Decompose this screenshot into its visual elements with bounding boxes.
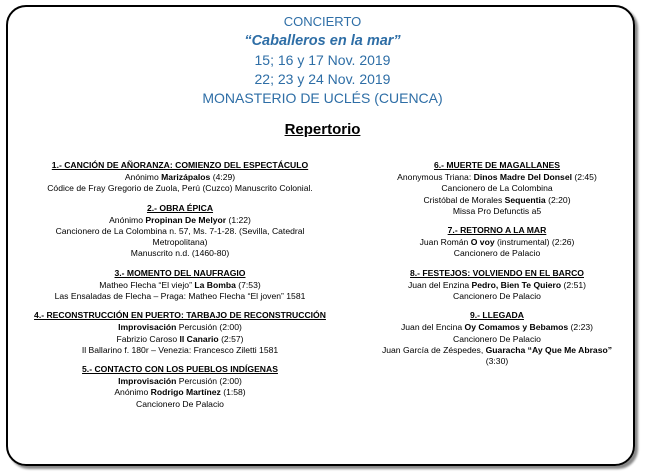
program-line xyxy=(25,183,335,194)
piece-title: Marizápalos xyxy=(161,172,211,183)
section-title: 5.- CONTACTO CON LOS PUEBLOS INDÍGENAS xyxy=(82,364,278,375)
line-text: Anonymous Triana: xyxy=(397,172,474,183)
line-text: Códice de Fray Gregorio de Zuola, Perú (Cuzco) Manuscrito Colonial. xyxy=(47,183,313,194)
program-line xyxy=(25,376,335,387)
line-text: Las Ensaladas de Flecha – Praga: Matheo Flecha “El joven” 1581 xyxy=(54,291,306,302)
line-text: Percusión (2:00) xyxy=(176,322,242,333)
piece-title: Il Canario xyxy=(179,333,219,344)
program-line xyxy=(352,237,642,248)
line-text: Cristóbal de Morales xyxy=(423,194,505,205)
program-section xyxy=(25,364,335,410)
line-text: (1:22) xyxy=(226,214,251,225)
line-text: Anónimo xyxy=(109,214,146,225)
program-line xyxy=(352,322,642,333)
program-section xyxy=(352,225,642,260)
line-text: (2:51) xyxy=(561,279,586,290)
program-line xyxy=(352,183,642,194)
line-text: (instrumental) (2:26) xyxy=(494,237,575,248)
program-line xyxy=(352,206,642,217)
piece-title: Dinos Madre Del Donsel xyxy=(473,172,572,183)
line-text: Juan Román xyxy=(419,237,471,248)
line-text: Matheo Flecha “El viejo” xyxy=(99,279,195,290)
dates-line-1: 15; 16 y 17 Nov. 2019 xyxy=(254,52,391,68)
line-text: Juan García de Zéspedes, xyxy=(381,344,486,355)
section-title: 9.- LLEGADA xyxy=(470,310,524,321)
section-title: 2.- OBRA ÉPICA xyxy=(146,202,214,213)
program-line xyxy=(25,291,335,302)
line-text: Cancionero de La Colombina n. 57, Ms. 7-1-28. (Sevilla, Catedral xyxy=(55,226,305,237)
program-line xyxy=(25,172,335,183)
piece-title: Sequentia xyxy=(504,194,546,205)
program-line xyxy=(25,237,335,248)
line-text: Anónimo xyxy=(124,172,162,183)
left-program-column xyxy=(25,160,335,418)
line-text: Fabrizio Caroso xyxy=(116,333,180,344)
line-text: Juan del Enzina xyxy=(407,279,472,290)
section-title: 3.- MOMENTO DEL NAUFRAGIO xyxy=(114,267,246,278)
piece-title: O voy xyxy=(470,237,495,248)
line-text: (3:30) xyxy=(485,356,509,367)
piece-title: Pedro, Bien Te Quiero xyxy=(471,279,562,290)
program-section xyxy=(25,310,335,356)
program-line xyxy=(25,399,335,410)
line-text: Cancionero de Palacio xyxy=(453,248,541,259)
right-program-column xyxy=(352,160,642,375)
program-line xyxy=(352,172,642,183)
program-line xyxy=(352,356,642,367)
line-text: (2:45) xyxy=(571,172,597,183)
piece-title: Improvisación xyxy=(118,376,177,387)
program-section xyxy=(25,203,335,260)
line-text: (4:29) xyxy=(210,172,236,183)
line-text: (7:53) xyxy=(235,279,261,290)
program-line xyxy=(25,226,335,237)
concert-title: “Caballeros en la mar” xyxy=(244,33,401,49)
section-title: 7.- RETORNO A LA MAR xyxy=(447,225,547,236)
piece-title: La Bomba xyxy=(194,279,236,290)
section-title: 6.- MUERTE DE MAGALLANES xyxy=(433,160,561,170)
line-text: Percusión (2:00) xyxy=(176,376,242,387)
section-title: 8.- FESTEJOS: VOLVIENDO EN EL BARCO xyxy=(410,267,584,278)
line-text: Cancionero De Palacio xyxy=(453,291,541,302)
repertorio-heading: Repertorio xyxy=(284,121,361,138)
concert-header xyxy=(0,12,645,108)
venue: MONASTERIO DE UCLÉS (CUENCA) xyxy=(202,90,443,106)
line-text: Missa Pro Defunctis a5 xyxy=(452,205,542,216)
program-section xyxy=(25,268,335,303)
program-line xyxy=(352,248,642,259)
line-text: Cancionero De Palacio xyxy=(453,333,541,344)
line-text: Cancionero de La Colombina xyxy=(441,183,553,194)
program-section xyxy=(352,268,642,303)
program-line xyxy=(25,322,335,333)
program-section xyxy=(352,160,642,217)
line-text: Juan del Encina xyxy=(400,322,465,333)
section-title: 1.- CANCIÓN DE AÑORANZA: COMIENZO DEL ESPECTÁCULO xyxy=(51,160,309,170)
program-section xyxy=(352,310,642,367)
program-line xyxy=(25,280,335,291)
program-line xyxy=(25,248,335,259)
line-text: Il Ballarino f. 180r – Venezia: Francesco Ziletti 1581 xyxy=(81,344,279,355)
line-text: (2:57) xyxy=(218,333,244,344)
program-line xyxy=(352,345,642,356)
line-text: (2:23) xyxy=(568,322,594,333)
piece-title: Propinan De Melyor xyxy=(145,214,227,225)
dates-line-2: 22; 23 y 24 Nov. 2019 xyxy=(254,71,391,87)
line-text: (1:58) xyxy=(220,387,246,398)
piece-title: Guaracha “Ay Que Me Abraso” xyxy=(485,344,613,355)
line-text: Metropolitana) xyxy=(152,237,208,248)
program-section xyxy=(25,160,335,195)
line-text: Cancionero De Palacio xyxy=(136,398,224,409)
program-line xyxy=(25,215,335,226)
concierto-label: CONCIERTO xyxy=(283,14,362,29)
program-line xyxy=(352,280,642,291)
line-text: Anónimo xyxy=(114,387,151,398)
program-line xyxy=(352,291,642,302)
piece-title: Rodrigo Martínez xyxy=(150,387,221,398)
line-text: (2:20) xyxy=(545,194,571,205)
program-line xyxy=(25,345,335,356)
program-line xyxy=(352,195,642,206)
program-line xyxy=(25,387,335,398)
line-text: Manuscrito n.d. (1460-80) xyxy=(130,248,230,259)
piece-title: Improvisación xyxy=(118,322,177,333)
section-title: 4.- RECONSTRUCCIÓN EN PUERTO: TARBAJO DE RECONSTRUCCIÓN xyxy=(34,310,326,321)
piece-title: Oy Comamos y Bebamos xyxy=(464,322,569,333)
program-line xyxy=(25,334,335,345)
program-line xyxy=(352,334,642,345)
